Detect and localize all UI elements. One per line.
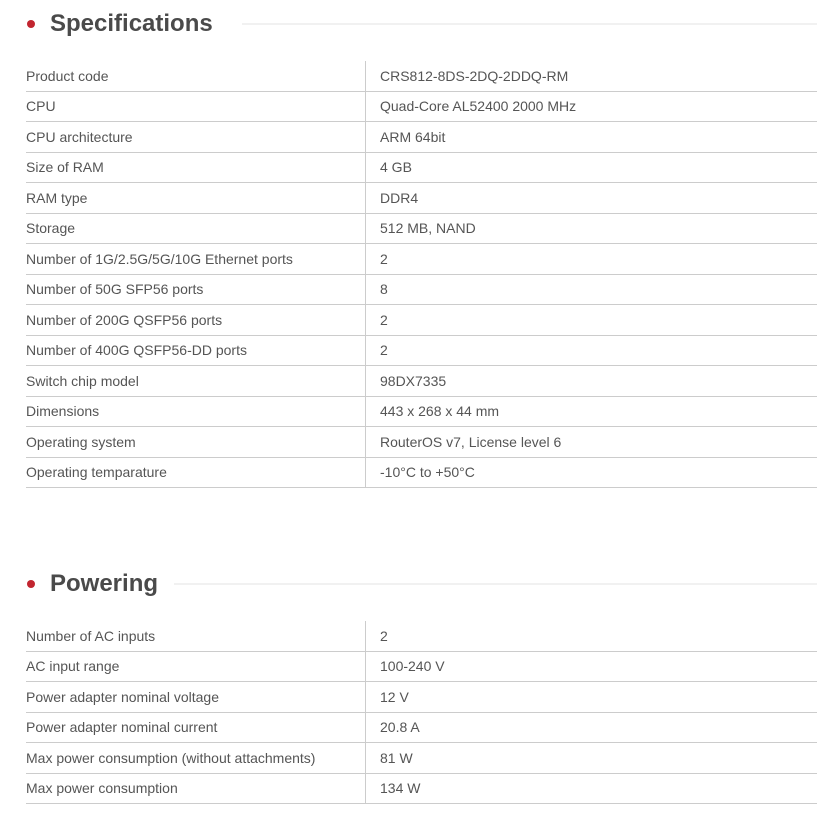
- bullet-dot-icon: [27, 580, 35, 588]
- table-row: [26, 91, 817, 122]
- table-row: [26, 773, 817, 804]
- spec-value: 512 MB, NAND: [366, 213, 817, 244]
- spec-value: 12 V: [366, 682, 817, 713]
- table-row: [26, 427, 817, 458]
- table-row: [26, 305, 817, 336]
- spec-value: 2: [366, 621, 817, 651]
- spec-label: Dimensions: [26, 396, 366, 427]
- spec-label: CPU architecture: [26, 122, 366, 153]
- spec-value: RouterOS v7, License level 6: [366, 427, 817, 458]
- spec-label: Size of RAM: [26, 152, 366, 183]
- spec-label: Number of 1G/2.5G/5G/10G Ethernet ports: [26, 244, 366, 275]
- spec-label: RAM type: [26, 183, 366, 214]
- spec-label: Operating temparature: [26, 457, 366, 488]
- spec-value: 134 W: [366, 773, 817, 804]
- table-row: [26, 366, 817, 397]
- table-row: [26, 122, 817, 153]
- powering-section: [0, 564, 817, 604]
- table-row: [26, 152, 817, 183]
- spec-value: DDR4: [366, 183, 817, 214]
- spec-label: Storage: [26, 213, 366, 244]
- spec-value: Quad-Core AL52400 2000 MHz: [366, 91, 817, 122]
- spec-value: 443 x 268 x 44 mm: [366, 396, 817, 427]
- table-row: [26, 335, 817, 366]
- spec-value: 4 GB: [366, 152, 817, 183]
- spec-value: 2: [366, 335, 817, 366]
- spec-value: -10°C to +50°C: [366, 457, 817, 488]
- spec-value: 81 W: [366, 743, 817, 774]
- spec-label: Max power consumption (without attachments): [26, 743, 366, 774]
- spec-label: Number of 50G SFP56 ports: [26, 274, 366, 305]
- table-row: [26, 712, 817, 743]
- spec-label: Operating system: [26, 427, 366, 458]
- table-row: [26, 213, 817, 244]
- spec-value: ARM 64bit: [366, 122, 817, 153]
- table-row: [26, 244, 817, 275]
- spec-value: 98DX7335: [366, 366, 817, 397]
- table-row: [26, 651, 817, 682]
- specifications-title: Specifications: [50, 10, 213, 37]
- specifications-header: [0, 4, 817, 44]
- table-row: [26, 457, 817, 488]
- spec-value: CRS812-8DS-2DQ-2DDQ-RM: [366, 61, 817, 91]
- spec-label: Max power consumption: [26, 773, 366, 804]
- table-row: [26, 743, 817, 774]
- spec-label: Number of 200G QSFP56 ports: [26, 305, 366, 336]
- spec-value: 8: [366, 274, 817, 305]
- table-row: [26, 621, 817, 651]
- spec-value: 100-240 V: [366, 651, 817, 682]
- specifications-table: [26, 61, 817, 488]
- powering-header: [0, 564, 817, 604]
- bullet-dot-icon: [27, 20, 35, 28]
- spec-label: Power adapter nominal voltage: [26, 682, 366, 713]
- spec-value: 20.8 A: [366, 712, 817, 743]
- table-row: [26, 61, 817, 91]
- spec-label: Power adapter nominal current: [26, 712, 366, 743]
- title-divider: [174, 583, 817, 585]
- spec-label: Number of 400G QSFP56-DD ports: [26, 335, 366, 366]
- specifications-section: [0, 4, 817, 44]
- spec-label: Product code: [26, 61, 366, 91]
- table-row: [26, 183, 817, 214]
- spec-label: Number of AC inputs: [26, 621, 366, 651]
- spec-label: Switch chip model: [26, 366, 366, 397]
- spec-value: 2: [366, 305, 817, 336]
- powering-title: Powering: [50, 570, 159, 597]
- table-row: [26, 274, 817, 305]
- table-row: [26, 682, 817, 713]
- spec-label: AC input range: [26, 651, 366, 682]
- spec-value: 2: [366, 244, 817, 275]
- spec-label: CPU: [26, 91, 366, 122]
- powering-table: [26, 621, 817, 804]
- table-row: [26, 396, 817, 427]
- title-divider: [242, 23, 817, 25]
